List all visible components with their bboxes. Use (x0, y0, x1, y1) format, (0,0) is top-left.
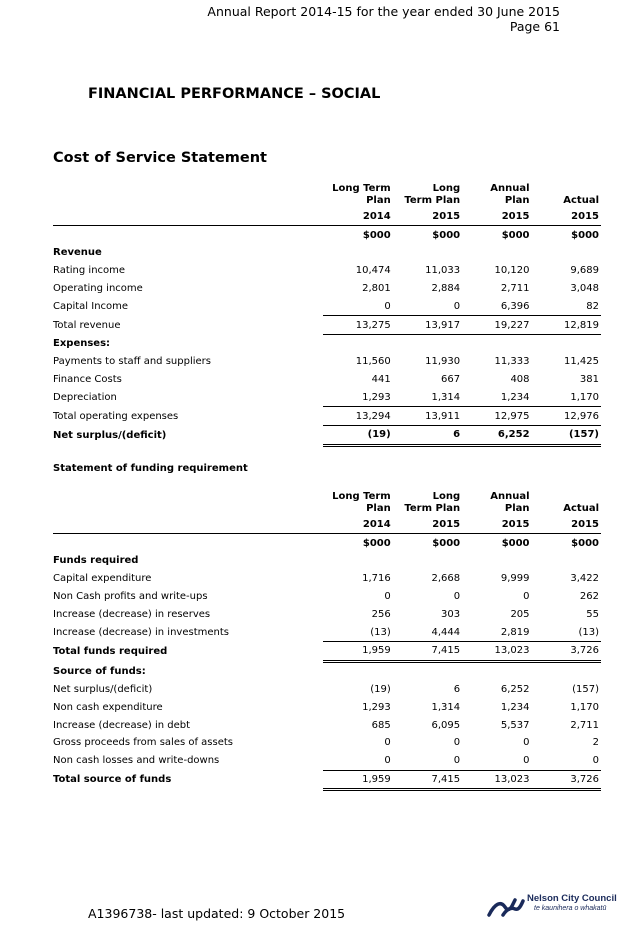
cell-value: 1,716 (362, 573, 391, 585)
year-cell: 2014 (323, 207, 392, 226)
cell-value: 0 (523, 590, 530, 602)
unit-cell: $000 (432, 537, 461, 549)
cell-value: 1,959 (323, 770, 392, 790)
cell-value: 1,234 (500, 701, 530, 713)
cell-value: 6 (393, 425, 462, 445)
cell-value: 441 (371, 373, 391, 385)
col-header-ltp-2014: Long Term Plan (332, 491, 391, 514)
table-row (53, 297, 601, 315)
column-header-row (53, 181, 601, 207)
table-row (53, 570, 601, 588)
cell-value: 2,668 (431, 573, 461, 585)
total-row (53, 641, 601, 661)
cell-value: 0 (453, 737, 461, 749)
unit-cell: $000 (362, 537, 391, 549)
cell-value: 0 (393, 297, 462, 315)
year-cell: 2014 (323, 515, 392, 534)
total-row (53, 770, 601, 790)
row-label: Gross proceeds from sales of assets (53, 737, 234, 749)
page-number: Page 61 (509, 19, 560, 34)
table-row (53, 353, 601, 371)
unit-cell: $000 (501, 537, 530, 549)
table-row (53, 388, 601, 406)
cell-value: 3,726 (532, 770, 601, 790)
cell-value: 11,560 (355, 356, 391, 368)
col-header-actual: Actual (563, 503, 599, 514)
cell-value: 381 (579, 373, 599, 385)
net-surplus-row (53, 425, 601, 445)
cell-value: (13) (323, 623, 392, 641)
cell-value: 685 (371, 719, 391, 731)
row-label: Total funds required (53, 645, 168, 657)
cell-value: 4,444 (393, 623, 462, 641)
page-title: FINANCIAL PERFORMANCE – SOCIAL (88, 86, 381, 102)
cell-value: 11,425 (564, 356, 599, 368)
cell-value: 3,726 (532, 641, 601, 661)
cell-value: 667 (441, 373, 461, 385)
cell-value: 303 (441, 608, 461, 620)
cell-value: 6,252 (500, 683, 530, 695)
cell-value: 0 (323, 752, 392, 770)
cell-value: 11,333 (494, 356, 530, 368)
year-cell: 2015 (462, 207, 531, 226)
cell-value: 1,959 (323, 641, 392, 661)
cell-value: (157) (572, 683, 599, 695)
cell-value: (19) (370, 683, 391, 695)
cell-value: 0 (532, 752, 601, 770)
section-heading-row (53, 661, 601, 680)
cell-value: 256 (371, 608, 391, 620)
cell-value: 6,396 (462, 297, 531, 315)
cell-value: 0 (462, 752, 531, 770)
cell-value: 6 (453, 683, 461, 695)
cell-value: 0 (453, 590, 461, 602)
unit-row (53, 226, 601, 245)
cell-value: 13,275 (323, 316, 392, 335)
cell-value: 408 (510, 373, 530, 385)
row-label: Net surplus/(deficit) (53, 683, 153, 695)
table-row (53, 752, 601, 770)
cell-value: 9,689 (570, 265, 599, 277)
row-label: Payments to staff and suppliers (53, 356, 211, 368)
cost-of-service-title: Cost of Service Statement (53, 150, 267, 166)
col-header-annual-plan: Annual Plan (490, 491, 530, 514)
cell-value: 12,819 (532, 316, 601, 335)
cell-value: 7,415 (393, 770, 462, 790)
cell-value: 0 (393, 752, 462, 770)
table-row (53, 588, 601, 606)
row-label: Non Cash profits and write-ups (53, 590, 208, 602)
unit-row (53, 534, 601, 553)
table-row (53, 698, 601, 716)
logo-council-name: Nelson City Council (527, 893, 617, 904)
cell-value: 5,537 (500, 719, 530, 731)
year-cell: 2015 (393, 207, 462, 226)
unit-cell: $000 (571, 537, 599, 549)
total-row (53, 407, 601, 426)
cell-value: 11,033 (425, 265, 461, 277)
cell-value: 0 (523, 737, 530, 749)
unit-cell: $000 (571, 229, 599, 241)
col-header-ltp-2014: Long Term Plan (332, 183, 391, 206)
cell-value: (157) (532, 425, 601, 445)
section-heading-row (53, 334, 601, 352)
cell-value: 10,120 (494, 265, 530, 277)
col-header-actual: Actual (563, 195, 599, 206)
row-label: Increase (decrease) in investments (53, 626, 229, 638)
year-row (53, 207, 601, 226)
table-row (53, 262, 601, 280)
row-label: Depreciation (53, 392, 117, 404)
cell-value: 13,911 (393, 407, 462, 426)
footer-document-id: A1396738- last updated: 9 October 2015 (88, 906, 346, 921)
cell-value: 262 (579, 590, 599, 602)
cell-value: 6,252 (462, 425, 531, 445)
row-label: Rating income (53, 265, 126, 277)
cell-value: 13,917 (393, 316, 462, 335)
cell-value: 2,801 (362, 282, 391, 294)
unit-cell: $000 (501, 229, 530, 241)
cell-value: 6,095 (431, 719, 461, 731)
cell-value: 1,314 (393, 388, 462, 406)
unit-cell: $000 (432, 229, 461, 241)
cell-value: 0 (384, 590, 391, 602)
table-row (53, 734, 601, 752)
table-row (53, 605, 601, 623)
cell-value: 2,711 (500, 282, 530, 294)
cell-value: 12,976 (532, 407, 601, 426)
cell-value: 2,711 (570, 719, 599, 731)
year-cell: 2015 (462, 515, 531, 534)
cell-value: 82 (532, 297, 601, 315)
table-row (53, 371, 601, 389)
cell-value: (13) (532, 623, 601, 641)
table-row (53, 681, 601, 699)
cell-value: 19,227 (462, 316, 531, 335)
funding-requirement-title: Statement of funding requirement (53, 463, 248, 474)
cell-value: 13,023 (462, 770, 531, 790)
row-label: Operating income (53, 282, 143, 294)
year-row (53, 515, 601, 534)
col-header-ltp-2015: Long Term Plan (404, 491, 461, 514)
year-cell: 2015 (532, 207, 601, 226)
row-label: Total operating expenses (53, 410, 179, 422)
row-label: Capital Income (53, 301, 129, 313)
cell-value: 2,884 (431, 282, 461, 294)
row-label: Increase (decrease) in debt (53, 719, 191, 731)
cell-value: 13,294 (323, 407, 392, 426)
cell-value: 2,819 (462, 623, 531, 641)
cell-value: 9,999 (500, 573, 530, 585)
section-heading-row (53, 244, 601, 262)
col-header-ltp-2015: Long Term Plan (404, 183, 461, 206)
table-row (53, 280, 601, 298)
row-label: Capital expenditure (53, 573, 152, 585)
row-label: Finance Costs (53, 373, 122, 385)
cell-value: (19) (323, 425, 392, 445)
table-row (53, 716, 601, 734)
cell-value: 0 (384, 737, 391, 749)
total-row (53, 316, 601, 335)
row-label: Non cash expenditure (53, 701, 163, 713)
section-heading-source-of-funds: Source of funds: (53, 666, 146, 678)
cell-value: 0 (323, 297, 392, 315)
column-header-row (53, 489, 601, 515)
cell-value: 205 (510, 608, 530, 620)
report-header-title: Annual Report 2014-15 for the year ended 30 June 2015 (207, 4, 560, 19)
report-header (207, 4, 560, 34)
cell-value: 7,415 (393, 641, 462, 661)
section-heading-funds-required: Funds required (53, 555, 139, 567)
logo-council-subtitle: te kaunihera o whakatū (534, 905, 607, 912)
section-heading-expenses: Expenses: (53, 338, 111, 350)
cell-value: 1,293 (362, 701, 391, 713)
cell-value: 12,975 (462, 407, 531, 426)
cell-value: 1,170 (532, 388, 601, 406)
cell-value: 10,474 (355, 265, 391, 277)
council-logo (487, 893, 622, 919)
row-label: Total source of funds (53, 774, 172, 786)
cell-value: 11,930 (425, 356, 461, 368)
unit-cell: $000 (362, 229, 391, 241)
funding-requirement-table (53, 489, 601, 791)
cell-value: 1,170 (570, 701, 599, 713)
cell-value: 2 (592, 737, 599, 749)
logo-mark-icon (487, 897, 527, 917)
row-label: Non cash losses and write-downs (53, 755, 220, 767)
year-cell: 2015 (532, 515, 601, 534)
cell-value: 55 (586, 608, 599, 620)
year-cell: 2015 (393, 515, 462, 534)
cell-value: 1,293 (323, 388, 392, 406)
cell-value: 3,422 (570, 573, 599, 585)
section-heading-row (53, 552, 601, 570)
cell-value: 3,048 (570, 282, 599, 294)
cost-of-service-table (53, 181, 601, 447)
cell-value: 13,023 (462, 641, 531, 661)
row-label: Net surplus/(deficit) (53, 429, 167, 441)
section-heading-revenue: Revenue (53, 247, 102, 259)
row-label: Increase (decrease) in reserves (53, 608, 211, 620)
cell-value: 1,234 (462, 388, 531, 406)
col-header-annual-plan: Annual Plan (490, 183, 530, 206)
row-label: Total revenue (53, 319, 121, 331)
cell-value: 1,314 (431, 701, 461, 713)
table-row (53, 623, 601, 641)
